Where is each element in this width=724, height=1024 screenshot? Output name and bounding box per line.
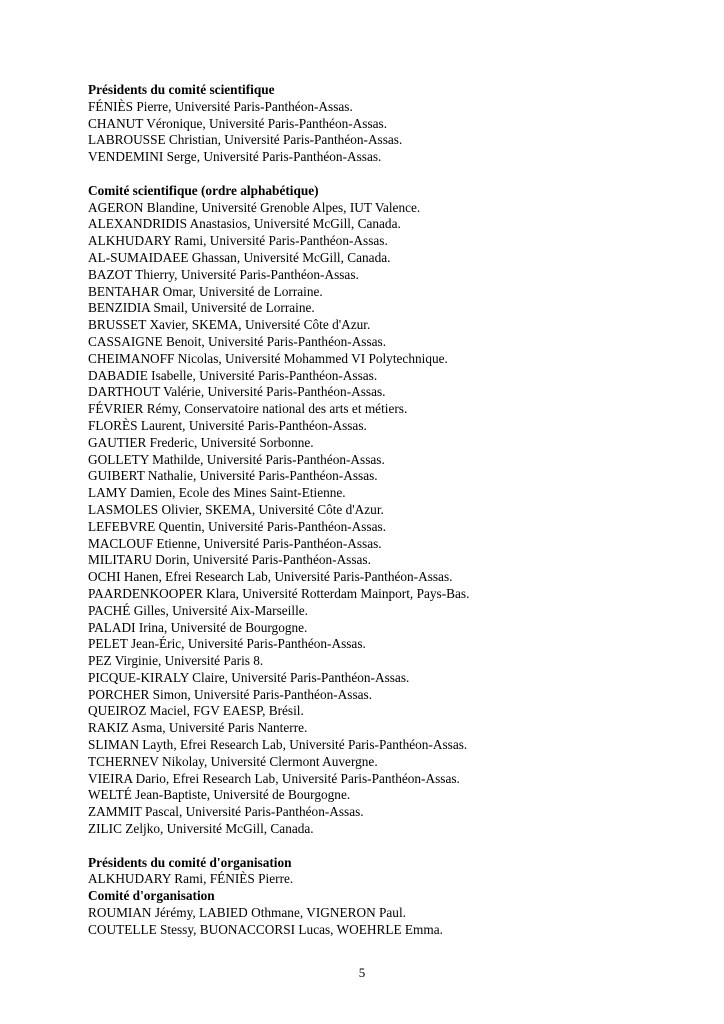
member-entry: CHEIMANOFF Nicolas, Université Mohammed VI Polytechnique. xyxy=(88,350,448,366)
member-entry: WELTÉ Jean-Baptiste, Université de Bourgogne. xyxy=(88,787,351,803)
member-entry: COUTELLE Stessy, BUONACCORSI Lucas, WOEHRLE Emma. xyxy=(88,921,443,937)
member-entry: ALKHUDARY Rami, FÉNIÈS Pierre. xyxy=(88,871,294,887)
member-entry: ZILIC Zeljko, Université McGill, Canada. xyxy=(88,821,314,837)
member-entry: PALADI Irina, Université de Bourgogne. xyxy=(88,619,308,635)
member-entry: PEZ Virginie, Université Paris 8. xyxy=(88,653,264,669)
member-entry: GOLLETY Mathilde, Université Paris-Panthéon-Assas. xyxy=(88,451,385,467)
document-body xyxy=(88,82,688,939)
section-heading: Comité d'organisation xyxy=(88,888,215,904)
member-entry: SLIMAN Layth, Efrei Research Lab, Université Paris-Panthéon-Assas. xyxy=(88,737,468,753)
member-entry: BENZIDIA Smail, Université de Lorraine. xyxy=(88,300,315,316)
member-entry: TCHERNEV Nikolay, Université Clermont Auvergne. xyxy=(88,753,378,769)
section-spacer xyxy=(88,166,688,183)
member-list-presidents-organisation xyxy=(88,871,688,888)
member-entry: PACHÉ Gilles, Université Aix-Marseille. xyxy=(88,602,308,618)
member-entry: DARTHOUT Valérie, Université Paris-Panthéon-Assas. xyxy=(88,384,386,400)
member-entry: LAMY Damien, Ecole des Mines Saint-Etienne. xyxy=(88,485,346,501)
member-entry: GUIBERT Nathalie, Université Paris-Panthéon-Assas. xyxy=(88,468,378,484)
member-entry: ZAMMIT Pascal, Université Paris-Panthéon-Assas. xyxy=(88,804,364,820)
member-entry: AGERON Blandine, Université Grenoble Alpes, IUT Valence. xyxy=(88,199,421,215)
section-heading: Présidents du comité scientifique xyxy=(88,82,275,97)
member-entry: LASMOLES Olivier, SKEMA, Université Côte d'Azur. xyxy=(88,501,384,517)
member-entry: CASSAIGNE Benoit, Université Paris-Panthéon-Assas. xyxy=(88,333,387,349)
member-entry: DABADIE Isabelle, Université Paris-Panthéon-Assas. xyxy=(88,367,378,383)
member-entry: RAKIZ Asma, Université Paris Nanterre. xyxy=(88,720,308,736)
member-entry: VIEIRA Dario, Efrei Research Lab, Université Paris-Panthéon-Assas. xyxy=(88,770,460,786)
member-entry: CHANUT Véronique, Université Paris-Panthéon-Assas. xyxy=(88,115,388,131)
member-list-presidents-scientifique xyxy=(88,99,688,166)
member-entry: PELET Jean-Éric, Université Paris-Panthéon-Assas. xyxy=(88,636,366,652)
member-entry: FLORÈS Laurent, Université Paris-Panthéon-Assas. xyxy=(88,417,367,433)
member-entry: BRUSSET Xavier, SKEMA, Université Côte d'Azur. xyxy=(88,317,371,333)
member-entry: PORCHER Simon, Université Paris-Panthéon-Assas. xyxy=(88,686,373,702)
member-entry: PICQUE-KIRALY Claire, Université Paris-Panthéon-Assas. xyxy=(88,669,410,685)
section-heading: Comité scientifique (ordre alphabétique) xyxy=(88,182,319,198)
member-entry: QUEIROZ Maciel, FGV EAESP, Brésil. xyxy=(88,703,304,719)
member-entry: MILITARU Dorin, Université Paris-Panthéon-Assas. xyxy=(88,552,371,568)
member-entry: BAZOT Thierry, Université Paris-Panthéon-Assas. xyxy=(88,266,359,282)
section-heading: Présidents du comité d'organisation xyxy=(88,854,292,870)
member-entry: ALKHUDARY Rami, Université Paris-Panthéon-Assas. xyxy=(88,233,388,249)
member-entry: GAUTIER Frederic, Université Sorbonne. xyxy=(88,434,314,450)
member-entry: ALEXANDRIDIS Anastasios, Université McGill, Canada. xyxy=(88,216,401,232)
member-entry: AL-SUMAIDAEE Ghassan, Université McGill, Canada. xyxy=(88,249,391,265)
member-entry: MACLOUF Etienne, Université Paris-Panthéon-Assas. xyxy=(88,535,382,551)
member-entry: LEFEBVRE Quentin, Université Paris-Panthéon-Assas. xyxy=(88,518,387,534)
member-entry: FÉVRIER Rémy, Conservatoire national des arts et métiers. xyxy=(88,401,408,417)
section-spacer xyxy=(88,838,688,855)
member-entry: PAARDENKOOPER Klara, Université Rotterdam Mainport, Pays-Bas. xyxy=(88,585,470,601)
member-list-comite-organisation xyxy=(88,905,688,939)
member-list-comite-scientifique xyxy=(88,200,688,838)
member-entry: BENTAHAR Omar, Université de Lorraine. xyxy=(88,283,323,299)
member-entry: OCHI Hanen, Efrei Research Lab, Université Paris-Panthéon-Assas. xyxy=(88,569,453,585)
member-entry: LABROUSSE Christian, Université Paris-Panthéon-Assas. xyxy=(88,132,403,148)
page-number: 5 xyxy=(358,965,366,980)
member-entry: ROUMIAN Jérémy, LABIED Othmane, VIGNERON Paul. xyxy=(88,905,406,921)
member-entry: FÉNIÈS Pierre, Université Paris-Panthéon-Assas. xyxy=(88,98,353,114)
member-entry: VENDEMINI Serge, Université Paris-Panthéon-Assas. xyxy=(88,149,382,165)
